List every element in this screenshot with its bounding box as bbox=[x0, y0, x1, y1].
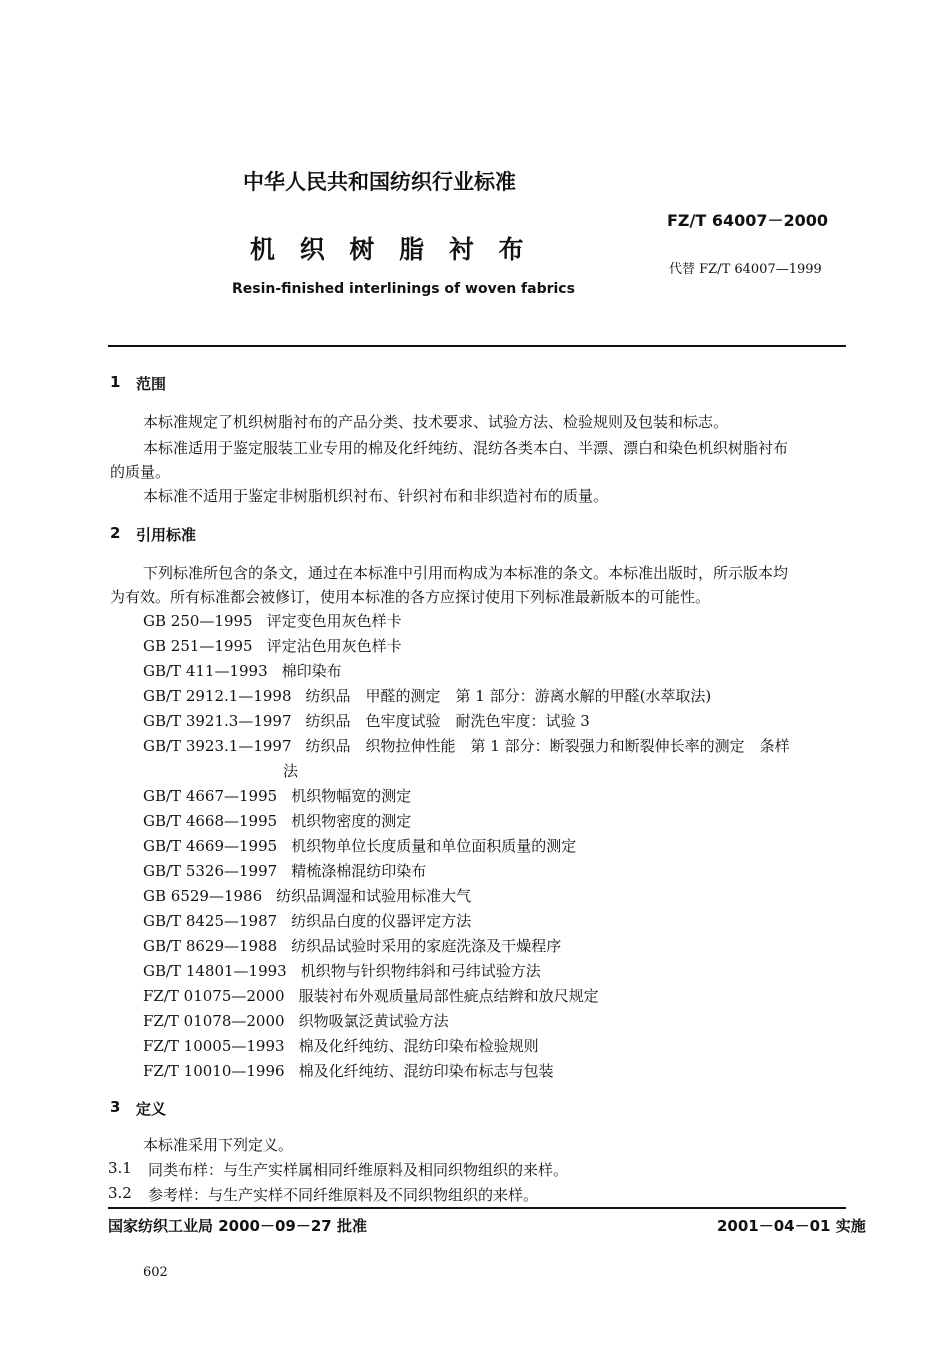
reference-item: GB/T 8425—1987 纺织品白度的仪器评定方法 bbox=[143, 912, 472, 930]
standard-number: FZ/T 64007－2000 bbox=[667, 211, 829, 230]
section-1-heading: 范围 bbox=[136, 375, 167, 393]
english-title: Resin-finished interlinings of woven fabrics bbox=[232, 281, 575, 297]
footer-divider bbox=[108, 1207, 846, 1209]
reference-item: FZ/T 01078—2000 织物吸氯泛黄试验方法 bbox=[143, 1012, 449, 1030]
reference-item: GB 250—1995 评定变色用灰色样卡 bbox=[143, 612, 402, 630]
reference-item: GB 6529—1986 纺织品调湿和试验用标准大气 bbox=[143, 887, 472, 905]
reference-item: FZ/T 10010—1996 棉及化纤纯纺、混纺印染布标志与包装 bbox=[143, 1062, 554, 1080]
definition-3-1-number: 3.1 bbox=[108, 1159, 132, 1177]
definition-3-1: 同类布样：与生产实样属相同纤维原料及相同织物组织的来样。 bbox=[148, 1161, 569, 1179]
replaces-standard: 代替 FZ/T 64007—1999 bbox=[669, 262, 822, 277]
section-3-heading: 定义 bbox=[136, 1100, 167, 1118]
section-1-number: 1 bbox=[110, 373, 121, 391]
reference-item: GB/T 8629—1988 纺织品试验时采用的家庭洗涤及干燥程序 bbox=[143, 937, 562, 955]
reference-item: GB/T 4668—1995 机织物密度的测定 bbox=[143, 812, 412, 830]
implementation-date: 2001－04－01 实施 bbox=[717, 1217, 866, 1235]
reference-item: FZ/T 01075—2000 服装衬布外观质量局部性疵点结辫和放尺规定 bbox=[143, 987, 599, 1005]
reference-item: GB/T 411—1993 棉印染布 bbox=[143, 662, 342, 680]
section-2-number: 2 bbox=[110, 524, 121, 542]
reference-item: FZ/T 10005—1993 棉及化纤纯纺、混纺印染布检验规则 bbox=[143, 1037, 539, 1055]
definition-3-2-number: 3.2 bbox=[108, 1184, 132, 1202]
reference-item: GB/T 3921.3—1997 纺织品 色牢度试验 耐洗色牢度：试验 3 bbox=[143, 712, 590, 730]
section-1-paragraph-2a: 本标准适用于鉴定服装工业专用的棉及化纤纯纺、混纺各类本白、半漂、漂白和染色机织树脂衬布 bbox=[143, 439, 789, 457]
definition-3-2: 参考样：与生产实样不同纤维原料及不同织物组织的来样。 bbox=[148, 1186, 539, 1204]
header-divider bbox=[108, 345, 846, 347]
section-1-paragraph-3: 本标准不适用于鉴定非树脂机织衬布、针织衬布和非织造衬布的质量。 bbox=[143, 487, 609, 505]
reference-item: GB/T 14801—1993 机织物与针织物纬斜和弓纬试验方法 bbox=[143, 962, 541, 980]
reference-item: GB 251—1995 评定沾色用灰色样卡 bbox=[143, 637, 402, 655]
reference-item: GB/T 4667—1995 机织物幅宽的测定 bbox=[143, 787, 412, 805]
org-title: 中华人民共和国纺织行业标准 bbox=[243, 170, 516, 194]
section-3-number: 3 bbox=[110, 1098, 121, 1116]
section-2-heading: 引用标准 bbox=[136, 526, 197, 544]
section-2-paragraph-1a: 下列标准所包含的条文，通过在本标准中引用而构成为本标准的条文。本标准出版时，所示版本均 bbox=[143, 564, 789, 582]
reference-item: GB/T 3923.1—1997 纺织品 织物拉伸性能 第 1 部分：断裂强力和断裂伸长率的测定 条样 bbox=[143, 737, 790, 755]
section-1-paragraph-1: 本标准规定了机织树脂衬布的产品分类、技术要求、试验方法、检验规则及包装和标志。 bbox=[143, 413, 729, 431]
page-number: 602 bbox=[143, 1265, 168, 1280]
section-2-paragraph-1b: 为有效。所有标准都会被修订，使用本标准的各方应探讨使用下列标准最新版本的可能性。 bbox=[110, 588, 711, 606]
reference-item: GB/T 2912.1—1998 纺织品 甲醛的测定 第 1 部分：游离水解的甲醛(水萃取法) bbox=[143, 687, 712, 705]
approval-info: 国家纺织工业局 2000－09－27 批准 bbox=[108, 1217, 367, 1235]
reference-item: GB/T 4669—1995 机织物单位长度质量和单位面积质量的测定 bbox=[143, 837, 577, 855]
reference-item: GB/T 5326—1997 精梳涤棉混纺印染布 bbox=[143, 862, 427, 880]
reference-item-continuation: 法 bbox=[283, 762, 299, 780]
document-title: 机 织 树 脂 衬 布 bbox=[250, 235, 532, 264]
section-1-paragraph-2b: 的质量。 bbox=[110, 463, 171, 481]
section-3-paragraph-1: 本标准采用下列定义。 bbox=[143, 1136, 294, 1154]
